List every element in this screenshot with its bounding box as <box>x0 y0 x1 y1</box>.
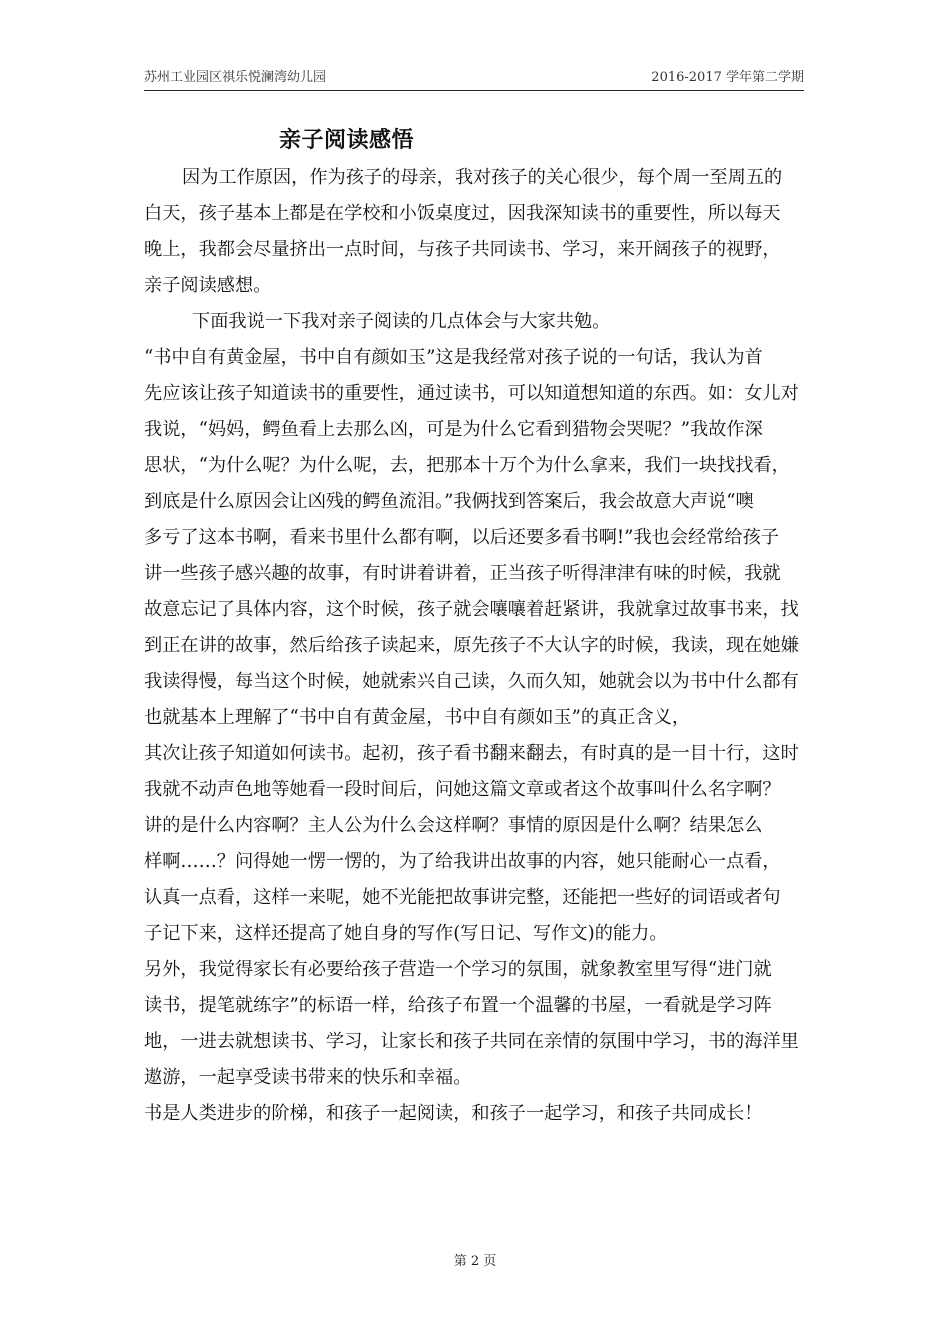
document-title: 亲子阅读感悟 <box>279 127 415 153</box>
text-line: 子记下来，这样还提高了她自身的写作(写日记、写作文)的能力。 <box>144 923 668 944</box>
text-line: 样啊……？问得她一愣一愣的，为了给我讲出故事的内容，她只能耐心一点看， <box>144 851 781 872</box>
text-line: 到正在讲的故事，然后给孩子读起来，原先孩子不大认字的时候，我读，现在她嫌 <box>144 635 799 656</box>
text-line: 读书，提笔就练字”的标语一样，给孩子布置一个温馨的书屋，一看就是学习阵 <box>144 995 772 1016</box>
text-line: 晚上，我都会尽量挤出一点时间，与孩子共同读书、学习，来开阔孩子的视野， <box>144 239 781 260</box>
text-line: 因为工作原因，作为孩子的母亲，我对孩子的关心很少，每个周一至周五的 <box>182 167 783 188</box>
paragraph <box>144 952 808 1096</box>
text-line: 也就基本上理解了“书中自有黄金屋，书中自有颜如玉”的真正含义， <box>144 707 691 728</box>
paragraph <box>144 160 808 304</box>
text-line: 到底是什么原因会让凶残的鳄鱼流泪。”我俩找到答案后，我会故意大声说“噢 <box>144 491 754 512</box>
text-line: 其次让孩子知道如何读书。起初，孩子看书翻来翻去，有时真的是一目十行，这时 <box>144 743 799 764</box>
text-line: 白天，孩子基本上都是在学校和小饭桌度过，因我深知读书的重要性，所以每天 <box>144 203 781 224</box>
paragraph <box>144 340 808 736</box>
header-semester: 2016-2017 学年第二学期 <box>651 70 804 85</box>
text-line: 多亏了这本书啊，看来书里什么都有啊，以后还要多看书啊!”我也会经常给孩子 <box>144 527 779 548</box>
text-line: 我读得慢，每当这个时候，她就索兴自己读，久而久知，她就会以为书中什么都有 <box>144 671 799 692</box>
text-line: 认真一点看，这样一来呢，她不光能把故事讲完整，还能把一些好的词语或者句 <box>144 887 781 908</box>
paragraph <box>144 736 808 952</box>
text-line: 地，一进去就想读书、学习，让家长和孩子共同在亲情的氛围中学习，书的海洋里 <box>144 1031 799 1052</box>
text-line: 我说，“妈妈，鳄鱼看上去那么凶，可是为什么它看到猎物会哭呢？”我故作深 <box>144 419 763 440</box>
paragraph <box>144 1096 808 1132</box>
text-line: 下面我说一下我对亲子阅读的几点体会与大家共勉。 <box>192 311 611 332</box>
text-line: 书是人类进步的阶梯，和孩子一起阅读，和孩子一起学习，和孩子共同成长！ <box>144 1103 763 1124</box>
text-line: 遨游，一起享受读书带来的快乐和幸福。 <box>144 1067 472 1088</box>
header-school-name: 苏州工业园区祺乐悦澜湾幼儿园 <box>144 70 327 85</box>
text-line: “书中自有黄金屋，书中自有颜如玉”这是我经常对孩子说的一句话，我认为首 <box>144 347 763 368</box>
document-body <box>144 160 808 1132</box>
page-header <box>144 66 804 91</box>
text-line: 思状，“为什么呢？为什么呢，去，把那本十万个为什么拿来，我们一块找找看， <box>144 455 790 476</box>
text-line: 故意忘记了具体内容，这个时候，孩子就会嚷嚷着赶紧讲，我就拿过故事书来，找 <box>144 599 799 620</box>
text-line: 我就不动声色地等她看一段时间后，问她这篇文章或者这个故事叫什么名字啊？ <box>144 779 781 800</box>
text-line: 讲一些孩子感兴趣的故事，有时讲着讲着，正当孩子听得津津有味的时候，我就 <box>144 563 781 584</box>
text-line: 讲的是什么内容啊？主人公为什么会这样啊？事情的原因是什么啊？结果怎么 <box>144 815 763 836</box>
paragraph <box>144 304 808 340</box>
page-number: 第 2 页 <box>453 1254 497 1269</box>
text-line: 亲子阅读感想。 <box>144 275 272 296</box>
text-line: 另外，我觉得家长有必要给孩子营造一个学习的氛围，就象教室里写得“进门就 <box>144 959 772 980</box>
text-line: 先应该让孩子知道读书的重要性，通过读书，可以知道想知道的东西。如：女儿对 <box>144 383 799 404</box>
page-footer <box>0 1250 950 1269</box>
